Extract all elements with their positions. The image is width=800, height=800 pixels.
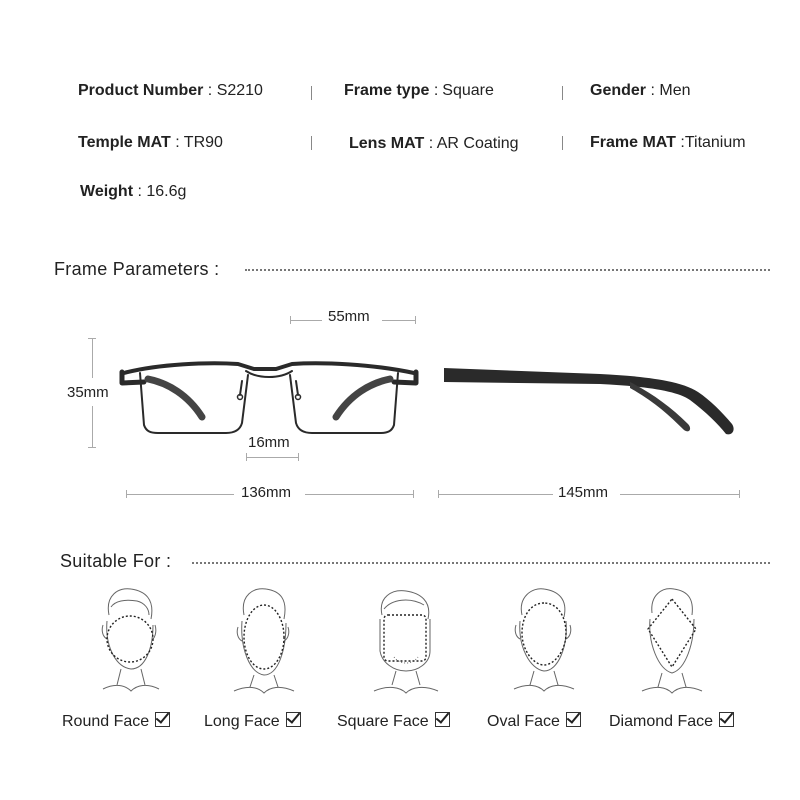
spec-temple-mat: Temple MAT : TR90	[78, 134, 223, 151]
oval-face-icon	[508, 585, 578, 695]
dotted-divider	[192, 562, 770, 564]
spec-product-number: Product Number : S2210	[78, 82, 263, 99]
spec-label: Frame MAT	[590, 134, 676, 151]
lens-height-label: 35mm	[67, 384, 109, 401]
checkbox-checked-icon	[435, 712, 450, 727]
square-face-icon	[370, 585, 440, 695]
dimension-line	[92, 338, 93, 378]
suitable-for-title: Suitable For :	[60, 551, 172, 571]
dimension-tick	[290, 316, 291, 324]
face-option-round	[62, 712, 170, 731]
face-label: Square Face	[337, 713, 429, 730]
checkbox-checked-icon	[566, 712, 581, 727]
spec-label: Temple MAT	[78, 134, 171, 151]
dimension-line	[438, 494, 553, 495]
checkbox-checked-icon	[719, 712, 734, 727]
dimension-tick	[739, 490, 740, 498]
dotted-divider	[245, 269, 770, 271]
spec-frame-type: Frame type : Square	[344, 82, 494, 99]
spec-value: Men	[659, 82, 691, 99]
temple-side-view	[440, 362, 740, 442]
dimension-line	[620, 494, 740, 495]
spec-frame-mat: Frame MAT :Titanium	[590, 134, 746, 151]
divider	[311, 86, 312, 100]
bridge-width-label: 16mm	[248, 434, 290, 451]
spec-value: Titanium	[684, 134, 746, 151]
dimension-tick	[126, 490, 127, 498]
lens-width-label: 55mm	[328, 308, 370, 325]
spec-label: Frame type	[344, 82, 430, 99]
spec-label: Lens MAT	[349, 135, 425, 152]
dimension-line	[305, 494, 414, 495]
dimension-tick	[413, 490, 414, 498]
face-option-diamond	[609, 712, 734, 731]
face-label: Diamond Face	[609, 713, 714, 730]
face-option-long	[204, 712, 301, 731]
face-label: Oval Face	[487, 713, 560, 730]
divider	[562, 136, 563, 150]
dimension-line	[126, 494, 234, 495]
divider	[562, 86, 563, 100]
dimension-line	[290, 320, 322, 321]
face-option-oval	[487, 712, 581, 731]
dimension-tick	[438, 490, 439, 498]
dimension-line	[92, 406, 93, 448]
dimension-line	[246, 457, 299, 458]
face-option-square	[337, 712, 450, 731]
glasses-front-view	[118, 355, 420, 440]
frame-width-label: 136mm	[241, 484, 292, 501]
dimension-line	[382, 320, 416, 321]
spec-value: S2210	[216, 82, 263, 99]
checkbox-checked-icon	[155, 712, 170, 727]
dimension-tick	[246, 453, 247, 461]
spec-gender: Gender : Men	[590, 82, 691, 99]
dimension-tick	[298, 453, 299, 461]
long-face-icon	[228, 585, 298, 695]
temple-length-label: 145mm	[558, 484, 609, 501]
diamond-face-icon	[636, 585, 706, 695]
spec-label: Weight	[80, 183, 134, 200]
round-face-icon	[95, 585, 165, 695]
dimension-tick	[415, 316, 416, 324]
spec-value: 16.6g	[146, 183, 187, 200]
spec-label: Product Number	[78, 82, 204, 99]
face-label: Long Face	[204, 713, 280, 730]
spec-weight: Weight : 16.6g	[80, 183, 187, 200]
spec-value: AR Coating	[436, 135, 519, 152]
spec-label: Gender	[590, 82, 647, 99]
face-label: Round Face	[62, 713, 150, 730]
spec-value: Square	[442, 82, 494, 99]
dimension-tick	[88, 447, 96, 448]
dimension-tick	[88, 338, 96, 339]
spec-value: TR90	[183, 134, 223, 151]
spec-lens-mat: Lens MAT : AR Coating	[349, 135, 519, 152]
divider	[311, 136, 312, 150]
frame-parameters-title: Frame Parameters :	[54, 259, 220, 279]
checkbox-checked-icon	[286, 712, 301, 727]
